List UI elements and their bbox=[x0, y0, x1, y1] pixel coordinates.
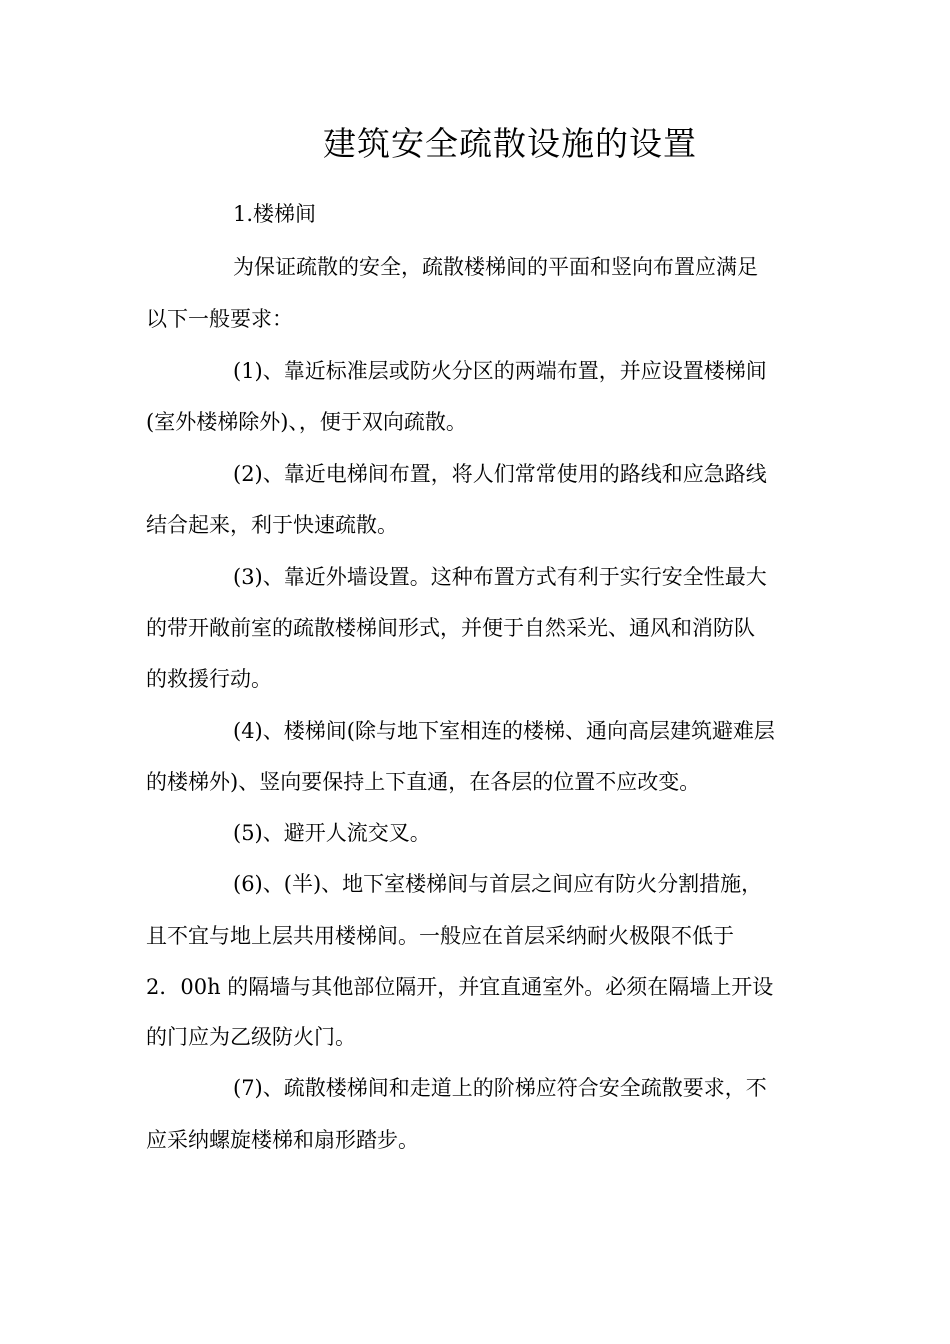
list-item-line: 2．00h 的隔墙与其他部位隔开，并宜直通室外。必须在隔墙上开设 bbox=[146, 975, 774, 999]
list-item-line: 的楼梯外)、竖向要保持上下直通，在各层的位置不应改变。 bbox=[146, 770, 701, 794]
list-item-line: 的救援行动。 bbox=[146, 667, 272, 691]
list-item-line: (5)、避开人流交叉。 bbox=[233, 821, 431, 845]
list-item-line: (4)、楼梯间(除与地下室相连的楼梯、通向高层建筑避难层 bbox=[233, 719, 775, 743]
list-item-line: (1)、靠近标准层或防火分区的两端布置，并应设置楼梯间 bbox=[233, 359, 767, 383]
paragraph-line: 以下一般要求： bbox=[146, 307, 293, 331]
list-item-line: 的门应为乙级防火门。 bbox=[146, 1025, 356, 1049]
section-heading-stairwell: 1.楼梯间 bbox=[233, 202, 317, 226]
list-item-line: (室外楼梯除外)、，便于双向疏散。 bbox=[146, 410, 467, 434]
document-title: 建筑安全疏散设施的设置 bbox=[323, 124, 697, 163]
list-item-line: (7)、疏散楼梯间和走道上的阶梯应符合安全疏散要求，不 bbox=[233, 1076, 767, 1100]
list-item-line: 结合起来，利于快速疏散。 bbox=[146, 513, 398, 537]
list-item-line: 应采纳螺旋楼梯和扇形踏步。 bbox=[146, 1128, 419, 1152]
list-item-line: 的带开敞前室的疏散楼梯间形式，并便于自然采光、通风和消防队 bbox=[146, 616, 755, 640]
list-item-line: (6)、(半)、地下室楼梯间与首层之间应有防火分割措施， bbox=[233, 872, 763, 896]
list-item-line: (2)、靠近电梯间布置，将人们常常使用的路线和应急路线 bbox=[233, 462, 767, 486]
list-item-line: 且不宜与地上层共用楼梯间。一般应在首层采纳耐火极限不低于 bbox=[146, 924, 734, 948]
list-item-line: (3)、靠近外墙设置。这种布置方式有利于实行安全性最大 bbox=[233, 565, 767, 589]
paragraph-line: 为保证疏散的安全，疏散楼梯间的平面和竖向布置应满足 bbox=[233, 255, 758, 279]
